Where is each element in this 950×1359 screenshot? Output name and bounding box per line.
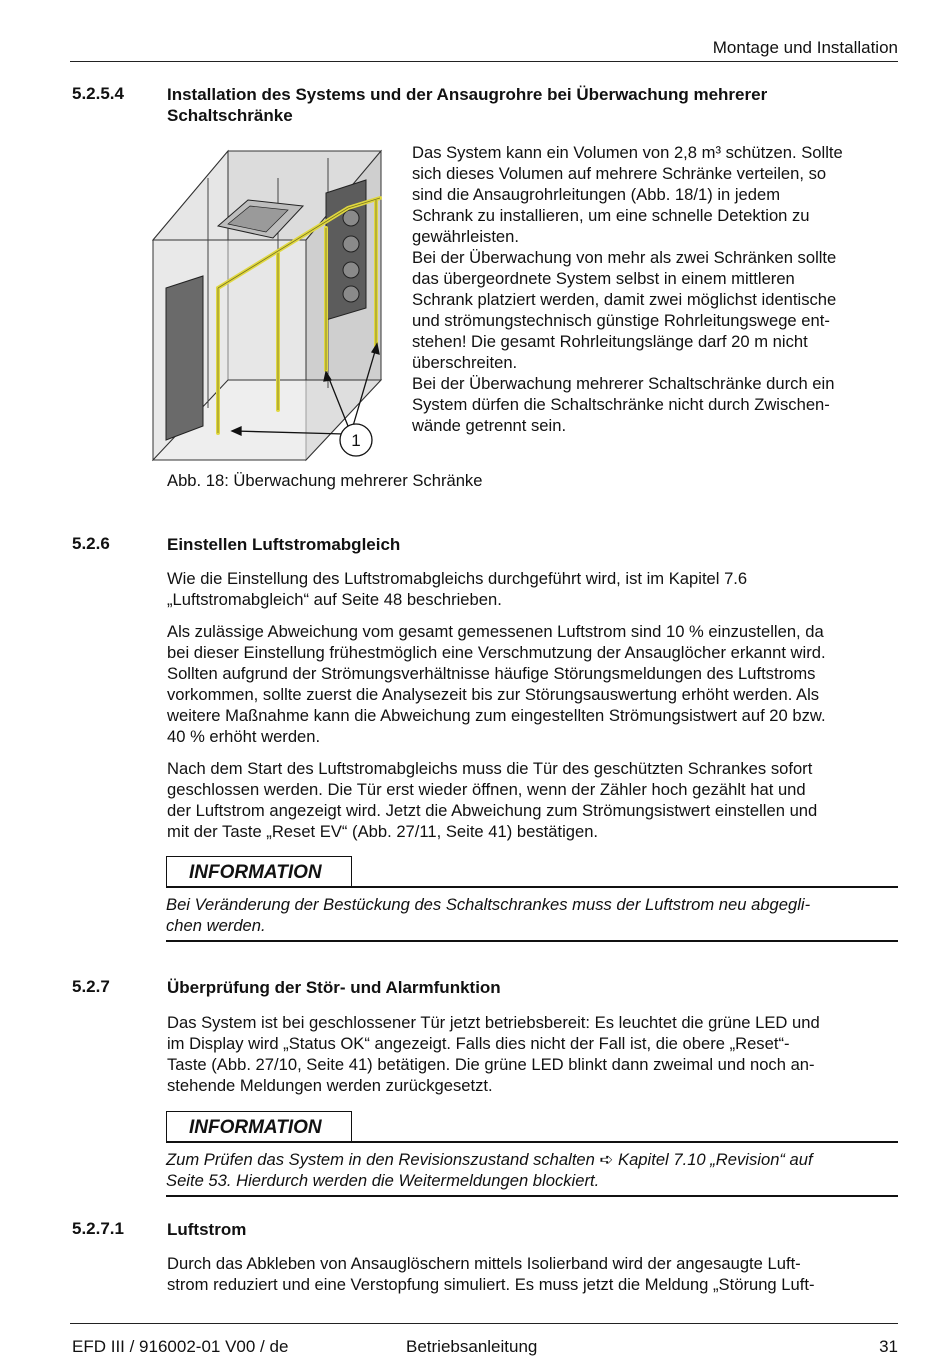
footer-doc-id: EFD III / 916002-01 V00 / de — [72, 1337, 289, 1356]
figure-side-text — [412, 142, 898, 436]
text-line: Als zulässige Abweichung vom gesamt gemessenen Luftstrom sind 10 % einzustellen, da — [167, 622, 824, 641]
information-rule-top — [166, 1141, 898, 1143]
section-title: Überprüfung der Stör- und Alarmfunktion — [167, 978, 501, 997]
running-header: Montage und Installation — [712, 38, 898, 57]
text-line: Seite 53. Hierdurch werden die Weitermeldungen blockiert. — [166, 1171, 600, 1190]
section-number: 5.2.5.4 — [72, 84, 124, 103]
information-rule-top — [166, 886, 898, 888]
information-text — [166, 1149, 896, 1191]
text-line: Bei der Überwachung von mehr als zwei Schränken sollte — [412, 248, 837, 267]
paragraph — [412, 247, 898, 373]
text-line: Schrank zu installieren, um eine schnelle Detektion zu — [412, 206, 810, 225]
panel-disc — [343, 286, 359, 302]
text-line: Bei Veränderung der Bestückung des Schaltschrankes muss der Luftstrom neu abgegli- — [166, 895, 811, 914]
text-line: das übergeordnete System selbst in einem mittleren — [412, 269, 795, 288]
text-line: chen werden. — [166, 916, 266, 935]
footer-doc-type: Betriebsanleitung — [406, 1337, 538, 1356]
text-line: und strömungstechnisch günstige Rohrleitungswege ent- — [412, 311, 830, 330]
text-line: sich dieses Volumen auf mehrere Schränke verteilen, so — [412, 164, 827, 183]
information-rule-bottom — [166, 1195, 898, 1197]
text-line: Wie die Einstellung des Luftstromabgleichs durchgeführt wird, ist im Kapitel 7.6 — [167, 569, 748, 588]
text-line: Das System kann ein Volumen von 2,8 m³ schützen. Sollte — [412, 143, 843, 162]
text-line: mit der Taste „Reset EV“ (Abb. 27/11, Seite 41) bestätigen. — [167, 822, 599, 841]
text-line: stehende Meldungen werden zurückgesetzt. — [167, 1076, 493, 1095]
text-line: Schrank platziert werden, damit zwei möglichst identische — [412, 290, 837, 309]
text-line: „Luftstromabgleich“ auf Seite 48 beschrieben. — [167, 590, 502, 609]
section-number: 5.2.6 — [72, 534, 110, 553]
information-rule-bottom — [166, 940, 898, 942]
section-title: Einstellen Luftstromabgleich — [167, 535, 401, 554]
information-label: INFORMATION — [166, 856, 352, 887]
section-number: 5.2.7.1 — [72, 1219, 124, 1238]
information-text — [166, 894, 896, 936]
section-title-line: Schaltschränke — [167, 106, 293, 125]
panel-disc — [343, 210, 359, 226]
text-line: Bei der Überwachung mehrerer Schaltschränke durch ein — [412, 374, 835, 393]
paragraph-block — [167, 1253, 897, 1295]
text-line: Zum Prüfen das System in den Revisionszustand schalten ➪ Kapitel 7.10 „Revision“ auf — [166, 1150, 813, 1169]
text-line: Taste (Abb. 27/10, Seite 41) betätigen. Die grüne LED blinkt dann zweimal und noch an- — [167, 1055, 815, 1074]
text-line: Nach dem Start des Luftstromabgleichs muss die Tür des geschützten Schrankes sofort — [167, 759, 813, 778]
text-line: bei dieser Einstellung frühestmöglich eine Verschmutzung der Ansauglöcher erkannt wird. — [167, 643, 826, 662]
paragraph — [412, 373, 898, 436]
text-line: strom reduziert und eine Verstopfung simuliert. Es muss jetzt die Meldung „Störung Luft- — [167, 1275, 815, 1294]
text-line: System dürfen die Schaltschränke nicht durch Zwischen- — [412, 395, 830, 414]
text-line: weitere Maßnahme kann die Abweichung zum eingestellten Strömungsistwert auf 20 bzw. — [167, 706, 826, 725]
paragraph-block — [167, 621, 897, 747]
panel-disc — [343, 236, 359, 252]
callout-label: 1 — [351, 431, 361, 450]
text-line: geschlossen werden. Die Tür erst wieder öffnen, wenn der Zähler hoch gezählt hat und — [167, 780, 806, 799]
text-line: sind die Ansaugrohrleitungen (Abb. 18/1) in jedem — [412, 185, 781, 204]
figure-caption: Abb. 18: Überwachung mehrerer Schränke — [167, 471, 483, 490]
panel-disc — [343, 262, 359, 278]
footer-page-number: 31 — [879, 1337, 898, 1356]
section-title-line: Installation des Systems und der Ansaugrohre bei Überwachung mehrerer — [167, 85, 768, 104]
information-label: INFORMATION — [166, 1111, 352, 1142]
text-line: Das System ist bei geschlossener Tür jetzt betriebsbereit: Es leuchtet die grüne LED und — [167, 1013, 820, 1032]
cabinet-figure — [148, 148, 394, 466]
paragraph-block — [167, 568, 897, 610]
paragraph-block — [167, 1012, 897, 1096]
text-line: stehen! Die gesamt Rohrleitungslänge darf 20 m nicht — [412, 332, 808, 351]
text-line: vorkommen, sollte zuerst die Analysezeit bis zur Störungsauswertung erhöht werden. Als — [167, 685, 820, 704]
text-line: Durch das Abkleben von Ansauglöschern mittels Isolierband wird der angesaugte Luft- — [167, 1254, 801, 1273]
header-rule — [70, 61, 898, 62]
text-line: der Luftstrom angezeigt wird. Jetzt die Abweichung zum Strömungsistwert einstellen und — [167, 801, 818, 820]
text-line: gewährleisten. — [412, 227, 520, 246]
section-title — [167, 84, 767, 126]
paragraph — [412, 142, 898, 247]
text-line: überschreiten. — [412, 353, 518, 372]
paragraph-block — [167, 758, 897, 842]
section-title: Luftstrom — [167, 1220, 247, 1239]
text-line: Sollten aufgrund der Strömungsverhältnisse häufige Störungsmeldungen des Luftstroms — [167, 664, 816, 683]
text-line: im Display wird „Status OK“ angezeigt. Falls dies nicht der Fall ist, die obere „Reset“- — [167, 1034, 790, 1053]
text-line: 40 % erhöht werden. — [167, 727, 321, 746]
text-line: wände getrennt sein. — [412, 416, 567, 435]
footer-rule — [70, 1323, 898, 1324]
left-panel — [166, 276, 203, 440]
section-number: 5.2.7 — [72, 977, 110, 996]
